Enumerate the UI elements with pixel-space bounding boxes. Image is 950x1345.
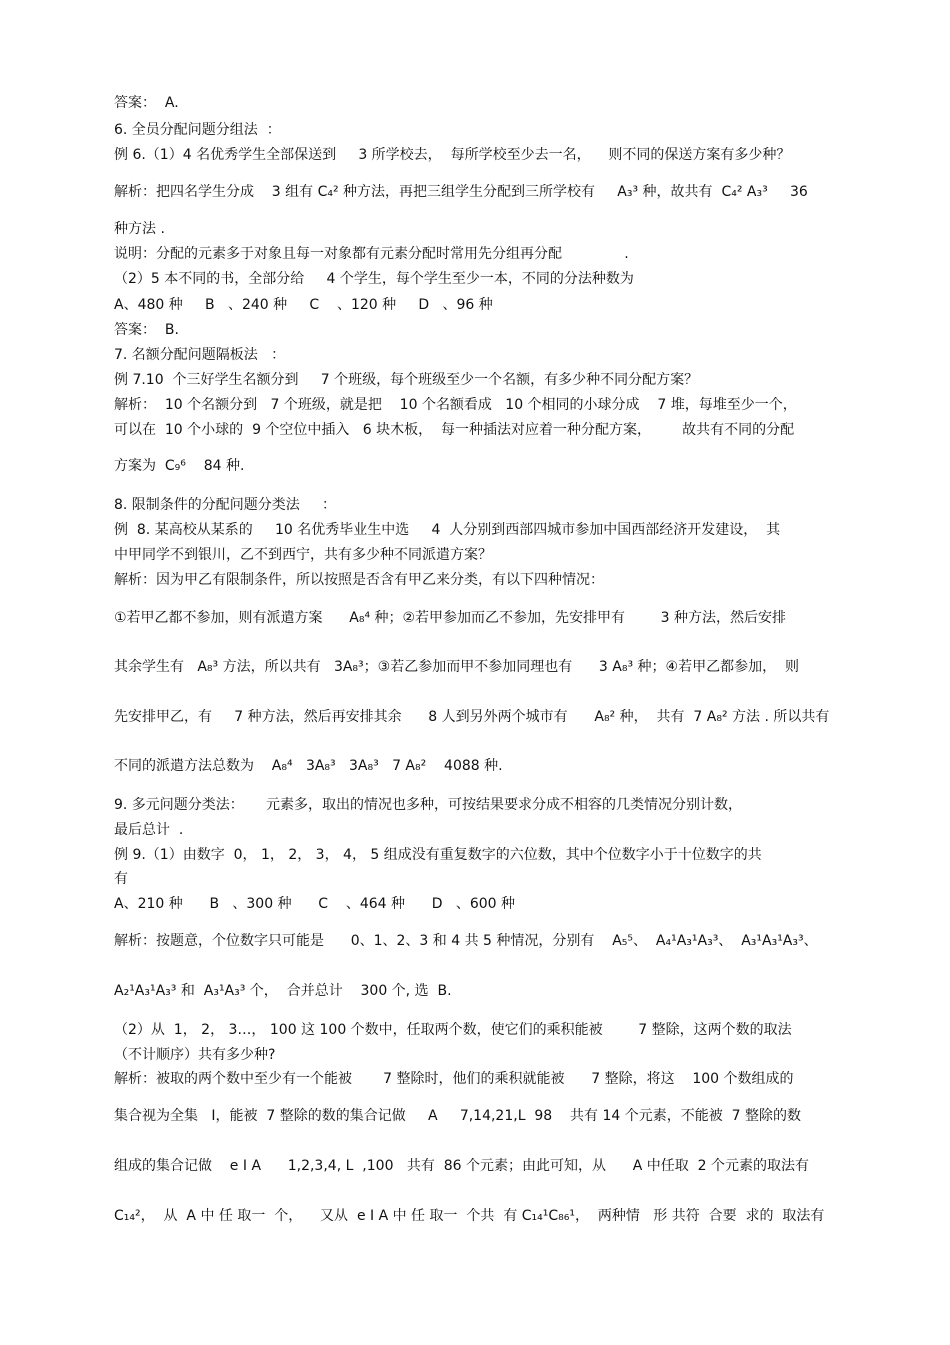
example-6-question: 例 6.（1）4 名优秀学生全部保送到 3 所学校去， 每所学校至少去一名， 则不同的保送方案有多少种？ [114,147,791,163]
example-8-analysis-5: 不同的派遣方法总数为 A₈⁴ 3A₈³ 3A₈³ 7 A₈² 4088 种. [114,758,503,774]
example-6-note: 说明：分配的元素多于对象且每一对象都有元素分配时常用先分组再分配 . [114,246,629,262]
example-9-part2-question-2: （不计顺序）共有多少种? [114,1047,276,1063]
example-9-options: A、210 种 B 、300 种 C 、464 种 D 、600 种 [114,896,516,912]
example-7-analysis-2: 可以在 10 个小球的 9 个空位中插入 6 块木板， 每一种插法对应着一种分配方案， 故共有不同的分配 [114,422,795,438]
section-7-heading: 7. 名额分配问题隔板法 ： [114,347,286,363]
example-9-part2-analysis-2: 集合视为全集 I，能被 7 整除的数的集合记做 A 7,14,21,L 98 共有 14 个元素，不能被 7 整除的数 [114,1108,801,1124]
example-6-analysis: 解析：把四名学生分成 3 组有 C₄² 种方法，再把三组学生分配到三所学校有 A₃³ 种，故共有 C₄² A₃³ 36 [114,184,808,200]
section-6-heading: 6. 全员分配问题分组法 ： [114,122,281,138]
example-8-question-1: 例 8. 某高校从某系的 10 名优秀毕业生中选 4 人分别到西部四城市参加中国西部经济开发建设， 其 [114,522,781,538]
example-6-part2-question: （2）5 本不同的书，全部分给 4 个学生，每个学生至少一本，不同的分法种数为 [114,271,634,287]
answer-b-line: 答案： B. [114,322,179,338]
example-8-analysis-4: 先安排甲乙，有 7 种方法，然后再安排其余 8 人到另外两个城市有 A₈² 种， 共有 7 A₈² 方法 . 所以共有 [114,709,830,725]
example-9-part2-analysis-4: C₁₄²， 从 A 中 任 取一 个， 又从 e I A 中 任 取一 个共 有 C₁₄¹C₈₆¹， 两种情 形 共符 合要 求的 取法有 [114,1208,825,1224]
example-9-part2-question-1: （2）从 1， 2， 3…， 100 这 100 个数中，任取两个数，使它们的乘积能被 7 整除，这两个数的取法 [114,1022,792,1038]
example-6-analysis-cont: 种方法 . [114,221,165,237]
example-8-question-2: 中甲同学不到银川，乙不到西宁，共有多少种不同派遣方案？ [114,547,492,563]
example-6-part2-options: A、480 种 B 、240 种 C 、120 种 D 、96 种 [114,297,493,313]
answer-a-line: 答案： A. [114,95,179,111]
example-9-question-1: 例 9.（1）由数字 0， 1， 2， 3， 4， 5 组成没有重复数字的六位数，其中个位数字小于十位数字的共 [114,847,762,863]
example-7-analysis-1: 解析： 10 个名额分到 7 个班级，就是把 10 个名额看成 10 个相同的小球分成 7 堆，每堆至少一个， [114,397,797,413]
example-8-analysis-1: 解析：因为甲乙有限制条件，所以按照是否含有甲乙来分类，有以下四种情况： [114,572,604,588]
example-9-analysis-1: 解析：按题意，个位数字只可能是 0、1、2、3 和 4 共 5 种情况，分别有 A₅⁵、 A₄¹A₃¹A₃³、 A₃¹A₃¹A₃³、 [114,933,818,949]
example-9-analysis-2: A₂¹A₃¹A₃³ 和 A₃¹A₃³ 个， 合并总计 300 个, 选 B. [114,983,452,999]
example-9-question-2: 有 [114,871,128,887]
example-9-part2-analysis-1: 解析：被取的两个数中至少有一个能被 7 整除时，他们的乘积就能被 7 整除，将这 100 个数组成的 [114,1071,794,1087]
example-8-analysis-2: ①若甲乙都不参加，则有派遣方案 A₈⁴ 种；②若甲参加而乙不参加，先安排甲有 3 种方法，然后安排 [114,610,787,626]
example-8-analysis-3: 其余学生有 A₈³ 方法，所以共有 3A₈³；③若乙参加而甲不参加同理也有 3 A₈³ 种；④若甲乙都参加， 则 [114,659,799,675]
example-7-question: 例 7.10 个三好学生名额分到 7 个班级，每个班级至少一个名额，有多少种不同分配方案？ [114,372,699,388]
example-7-analysis-3: 方案为 C₉⁶ 84 种. [114,458,245,474]
section-9-heading-cont: 最后总计 . [114,822,184,838]
example-9-part2-analysis-3: 组成的集合记做 e I A 1,2,3,4, L ,100 共有 86 个元素；由此可知，从 A 中任取 2 个元素的取法有 [114,1158,809,1174]
section-9-heading: 9. 多元问题分类法： 元素多，取出的情况也多种，可按结果要求分成不相容的几类情况分别计数， [114,797,743,813]
section-8-heading: 8. 限制条件的分配问题分类法 ： [114,497,337,513]
